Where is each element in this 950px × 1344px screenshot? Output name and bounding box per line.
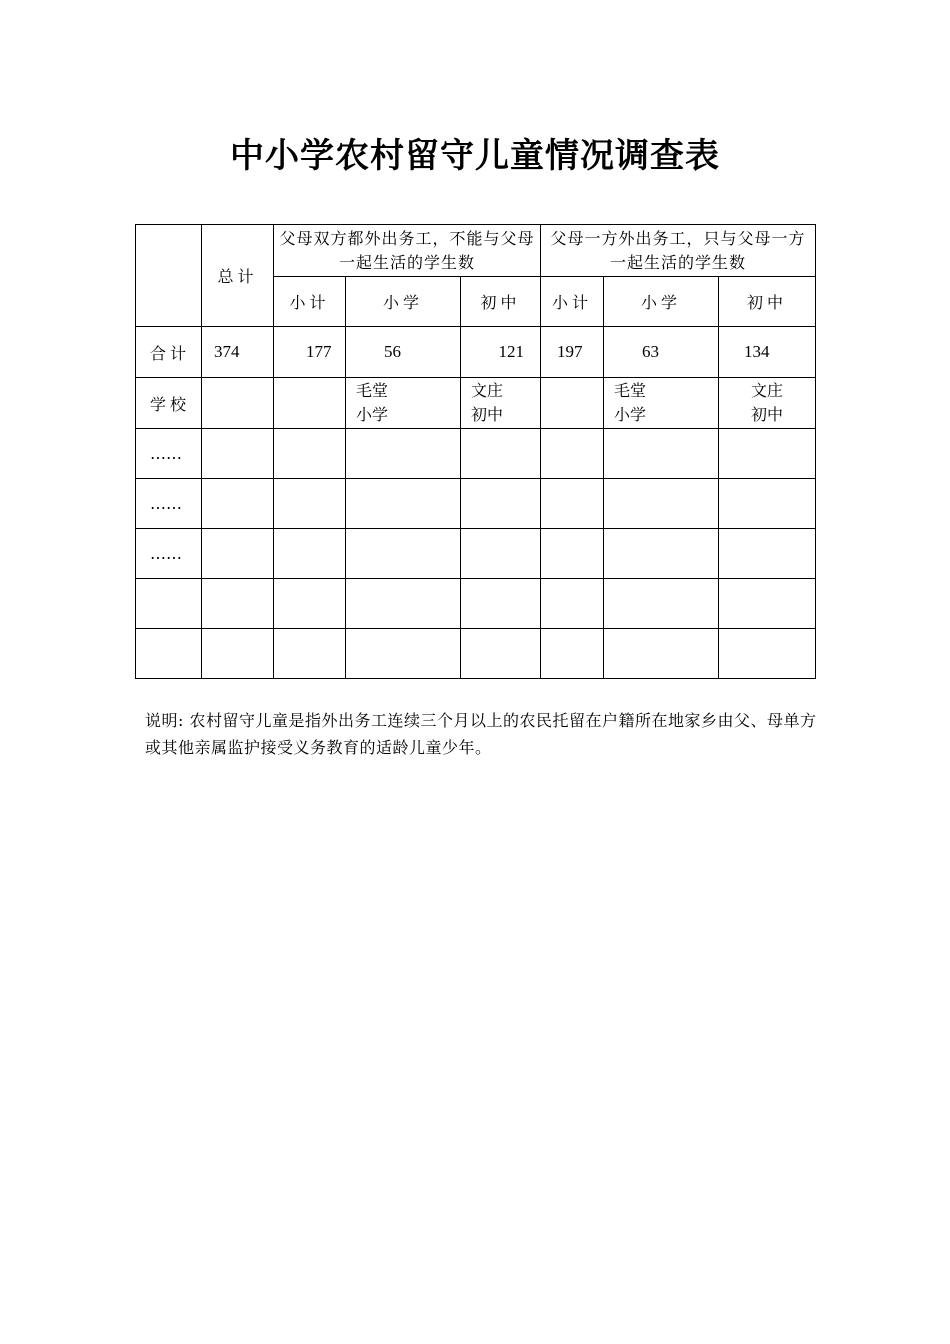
cell-empty <box>136 579 202 629</box>
cell-one-middle: 134 <box>719 327 816 378</box>
row-label-ellipsis: …… <box>136 429 202 479</box>
header-corner-cell <box>136 225 202 327</box>
cell-empty <box>136 629 202 679</box>
cell-empty <box>541 429 604 479</box>
cell-one-primary-school: 毛堂 小学 <box>604 378 719 429</box>
row-label-school: 学校 <box>136 378 202 429</box>
cell-empty <box>202 429 274 479</box>
page-title: 中小学农村留守儿童情况调查表 <box>230 136 720 176</box>
header-one-subtotal: 小计 <box>541 277 604 327</box>
header-both-subtotal: 小计 <box>274 277 346 327</box>
row-label-ellipsis: …… <box>136 479 202 529</box>
header-group-both-parents: 父母双方都外出务工，不能与父母一起生活的学生数 <box>274 225 541 277</box>
table-row <box>136 429 816 479</box>
cell-empty <box>604 529 719 579</box>
cell-empty <box>202 629 274 679</box>
cell-empty <box>274 479 346 529</box>
cell-both-primary-school: 毛堂 小学 <box>346 378 461 429</box>
cell-total: 374 <box>202 327 274 378</box>
cell-empty <box>719 529 816 579</box>
cell-empty <box>274 378 346 429</box>
table-row <box>136 479 816 529</box>
header-one-primary: 小学 <box>604 277 719 327</box>
cell-empty <box>461 479 541 529</box>
header-group-one-parent: 父母一方外出务工，只与父母一方一起生活的学生数 <box>541 225 816 277</box>
cell-empty <box>541 629 604 679</box>
cell-empty <box>346 629 461 679</box>
header-one-middle: 初中 <box>719 277 816 327</box>
cell-both-middle: 121 <box>461 327 541 378</box>
cell-one-primary: 63 <box>604 327 719 378</box>
cell-one-subtotal: 197 <box>541 327 604 378</box>
cell-empty <box>346 429 461 479</box>
table-row <box>136 378 816 429</box>
cell-empty <box>604 629 719 679</box>
cell-empty <box>541 479 604 529</box>
cell-empty <box>461 629 541 679</box>
header-both-primary: 小学 <box>346 277 461 327</box>
cell-empty <box>719 629 816 679</box>
cell-empty <box>719 429 816 479</box>
cell-empty <box>274 429 346 479</box>
cell-empty <box>461 529 541 579</box>
cell-empty <box>274 529 346 579</box>
cell-empty <box>541 579 604 629</box>
cell-empty <box>604 429 719 479</box>
cell-empty <box>541 378 604 429</box>
table-row <box>136 529 816 579</box>
cell-both-subtotal: 177 <box>274 327 346 378</box>
cell-empty <box>346 479 461 529</box>
row-label-ellipsis: …… <box>136 529 202 579</box>
cell-empty <box>346 529 461 579</box>
footnote: 说明: 农村留守儿童是指外出务工连续三个月以上的农民托留在户籍所在地家乡由父、母单方或其他亲属监护接受义务教育的适龄儿童少年。 <box>145 711 817 757</box>
header-row-1 <box>136 225 816 277</box>
table-row <box>136 629 816 679</box>
cell-empty <box>274 629 346 679</box>
cell-empty <box>541 529 604 579</box>
survey-table <box>135 224 816 679</box>
cell-empty <box>604 579 719 629</box>
table-row <box>136 579 816 629</box>
cell-both-middle-school: 文庄 初中 <box>461 378 541 429</box>
header-both-middle: 初中 <box>461 277 541 327</box>
cell-both-primary: 56 <box>346 327 461 378</box>
header-total: 总计 <box>202 225 274 327</box>
cell-empty <box>346 579 461 629</box>
cell-empty <box>719 479 816 529</box>
cell-empty <box>202 378 274 429</box>
table-row <box>136 327 816 378</box>
cell-empty <box>202 479 274 529</box>
cell-empty <box>202 579 274 629</box>
cell-empty <box>719 579 816 629</box>
cell-empty <box>461 579 541 629</box>
cell-empty <box>461 429 541 479</box>
cell-empty <box>604 479 719 529</box>
cell-empty <box>202 529 274 579</box>
cell-empty <box>274 579 346 629</box>
cell-one-middle-school: 文庄 初中 <box>719 378 816 429</box>
row-label-total: 合计 <box>136 327 202 378</box>
